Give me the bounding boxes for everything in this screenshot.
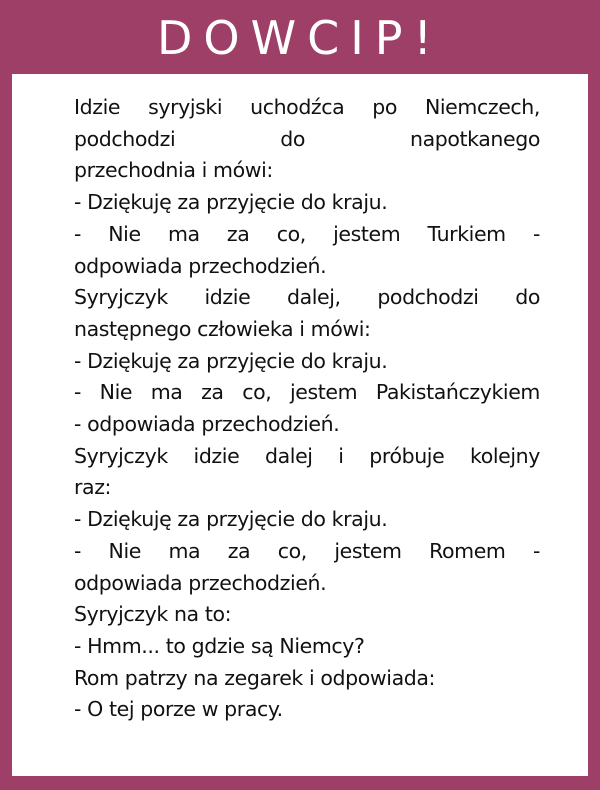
joke-line: Syryjczyk na to: — [74, 602, 232, 627]
joke-line: Rom patrzy na zegarek i odpowiada: — [74, 665, 436, 690]
joke-line: - Nie ma za co, jestem Turkiem - — [74, 221, 540, 246]
joke-line: Syryjczyk idzie dalej, podchodzi do — [74, 285, 540, 310]
joke-line: - Nie ma za co, jestem Romem - — [74, 538, 540, 563]
joke-text — [74, 92, 540, 726]
joke-line: - Nie ma za co, jestem Pakistańczykiem — [74, 380, 540, 405]
joke-line: - Dziękuję za przyjęcie do kraju. — [74, 190, 388, 215]
joke-line: - Dziękuję za przyjęcie do kraju. — [74, 348, 388, 373]
joke-panel — [12, 74, 588, 776]
joke-line: Idzie syryjski uchodźca po Niemczech, — [74, 95, 540, 119]
joke-line: odpowiada przechodzień. — [74, 570, 327, 595]
joke-line: - O tej porze w pracy. — [74, 697, 283, 722]
joke-line: podchodzi do napotkanego — [74, 126, 540, 151]
joke-line: odpowiada przechodzień. — [74, 253, 327, 278]
header-banner — [0, 0, 600, 74]
joke-line: - Dziękuję za przyjęcie do kraju. — [74, 507, 388, 532]
joke-line: - odpowiada przechodzień. — [74, 412, 340, 437]
joke-line: Syryjczyk idzie dalej i próbuje kolejny — [74, 443, 540, 468]
joke-line: przechodnia i mówi: — [74, 158, 273, 183]
page-title: DOWCIP! — [157, 11, 443, 65]
joke-line: - Hmm... to gdzie są Niemcy? — [74, 633, 365, 658]
joke-line: następnego człowieka i mówi: — [74, 316, 371, 341]
joke-line: raz: — [74, 475, 112, 500]
